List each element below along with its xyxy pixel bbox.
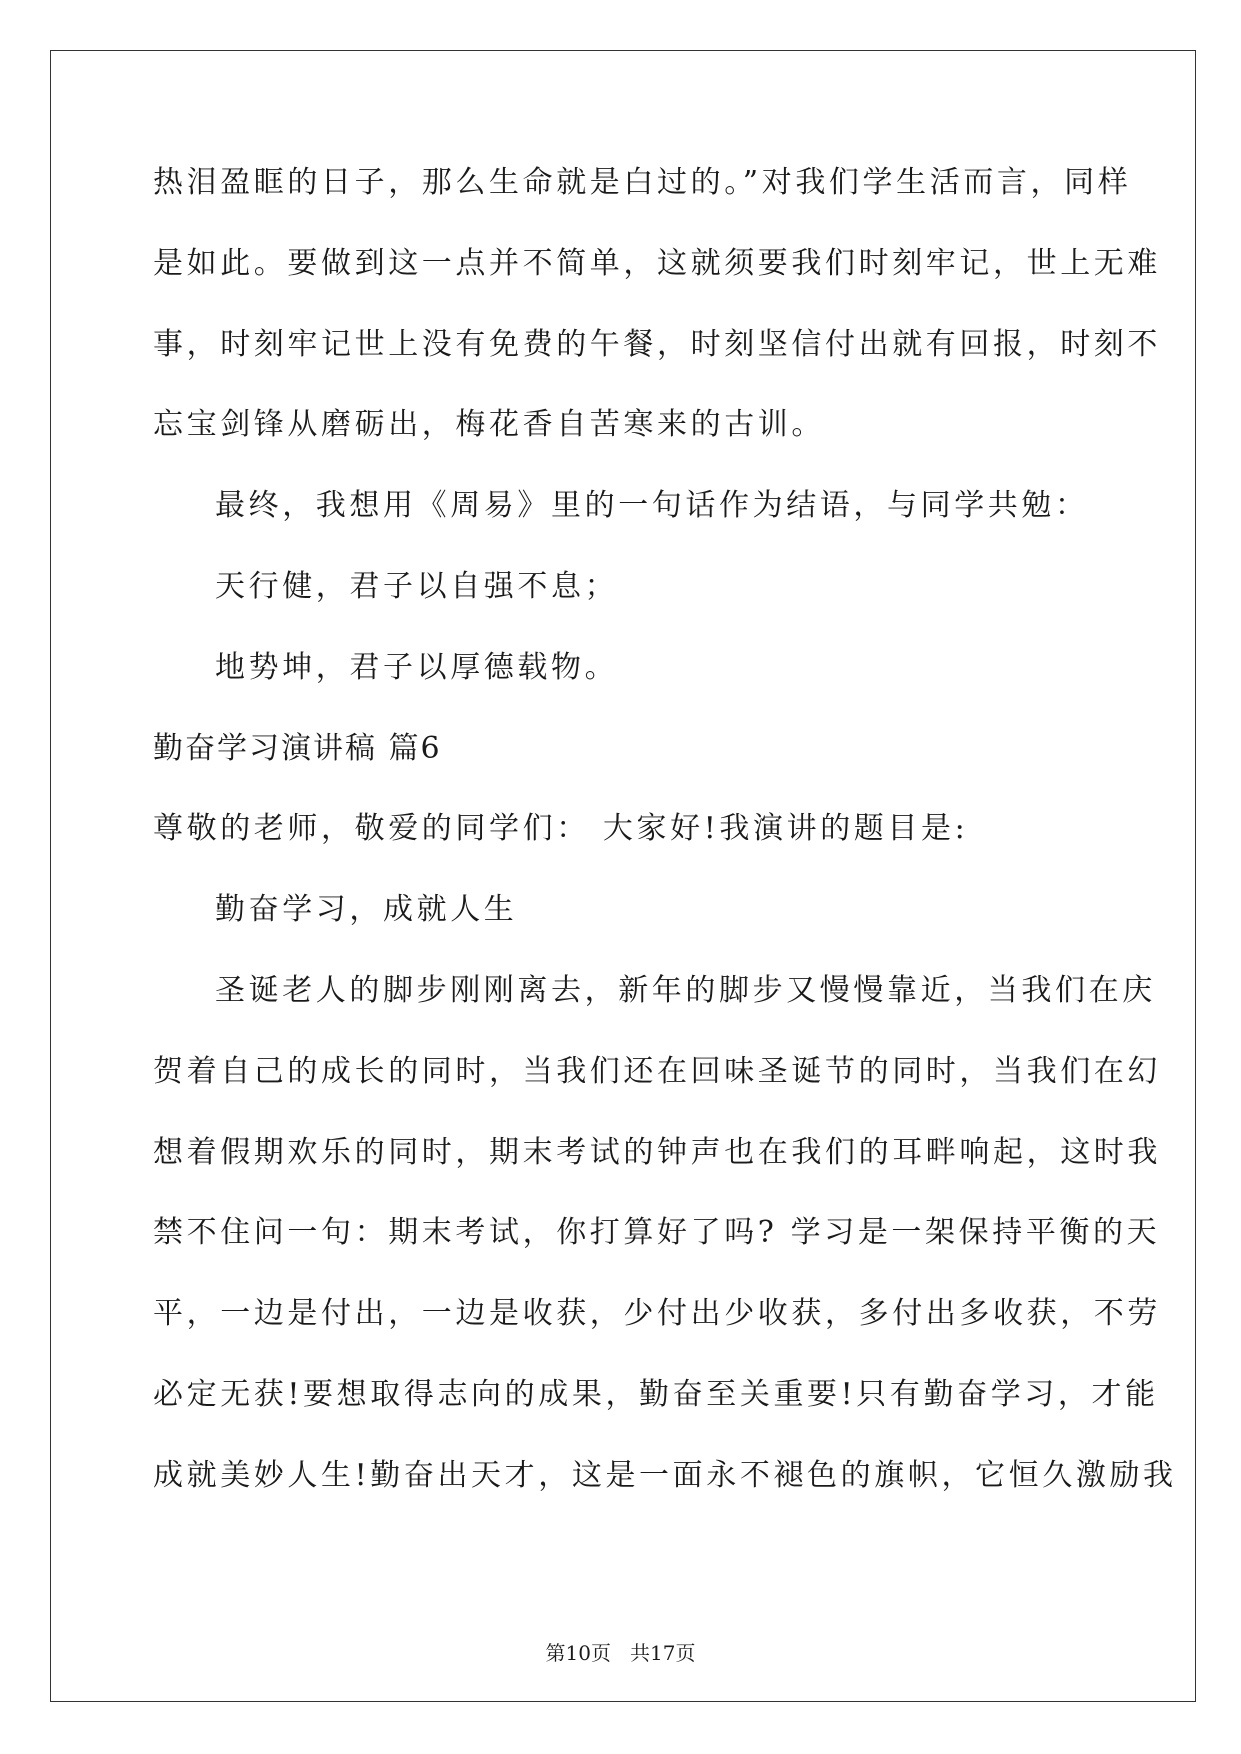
paragraph-line: 忘宝剑锋从磨砺出，梅花香自苦寒来的古训。: [153, 407, 825, 443]
speech-title: 勤奋学习，成就人生: [215, 892, 518, 928]
page-footer: [0, 1640, 1241, 1666]
quote-line: 地势坤，君子以厚德载物。: [215, 649, 619, 685]
paragraph-line: 圣诞老人的脚步刚刚离去，新年的脚步又慢慢靠近，当我们在庆: [215, 972, 1156, 1008]
paragraph-line: 平，一边是付出，一边是收获，少付出少收获，多付出多收获，不劳: [153, 1296, 1161, 1332]
paragraph-line: 事，时刻牢记世上没有免费的午餐，时刻坚信付出就有回报，时刻不: [153, 326, 1161, 362]
paragraph-line: 禁不住问一句：期末考试，你打算好了吗? 学习是一架保持平衡的天: [153, 1215, 1161, 1251]
salutation-line: 尊敬的老师，敬爱的同学们： 大家好!我演讲的题目是:: [153, 811, 969, 847]
quote-line: 天行健，君子以自强不息；: [215, 568, 619, 604]
paragraph-line: 贺着自己的成长的同时，当我们还在回味圣诞节的同时，当我们在幻: [153, 1053, 1161, 1089]
paragraph-line: 是如此。要做到这一点并不简单，这就须要我们时刻牢记，世上无难: [153, 245, 1161, 281]
paragraph-line: 想着假期欢乐的同时，期末考试的钟声也在我们的耳畔响起，这时我: [153, 1134, 1161, 1170]
paragraph-line: 最终，我想用《周易》里的一句话作为结语，与同学共勉：: [215, 488, 1089, 524]
section-heading: 勤奋学习演讲稿 篇6: [153, 730, 442, 766]
paragraph-line: 成就美妙人生!勤奋出天才，这是一面永不褪色的旗帜，它恒久激励我: [153, 1457, 1177, 1493]
page-number: 第10页 共17页: [545, 1641, 696, 1665]
paragraph-line: 热泪盈眶的日子，那么生命就是白过的。”对我们学生活而言，同样: [153, 165, 1132, 200]
paragraph-line: 必定无获!要想取得志向的成果，勤奋至关重要!只有勤奋学习，才能: [153, 1376, 1159, 1412]
document-body: [153, 163, 1177, 1537]
